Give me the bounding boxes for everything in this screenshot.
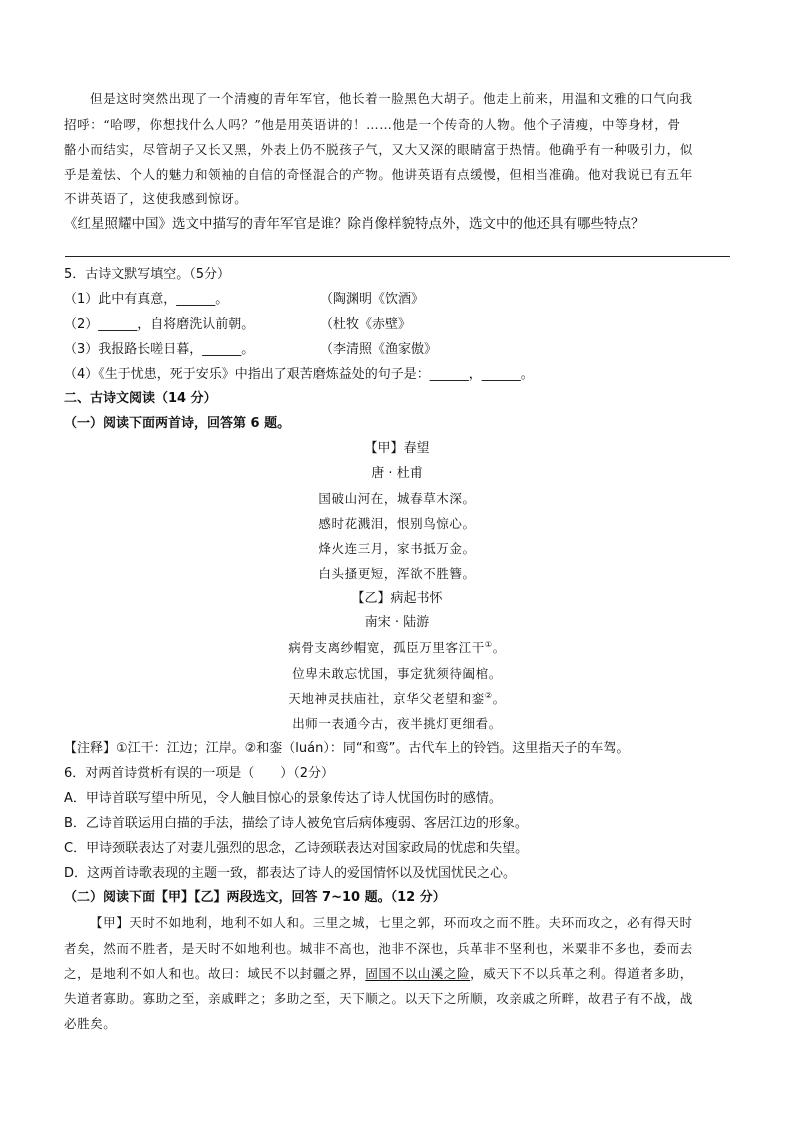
q5-item-2-source: （杜牧《赤壁》	[320, 317, 412, 332]
poem1-line-1: 国破山河在，城春草木深。	[318, 491, 476, 506]
poem2-line-1	[0, 638, 794, 658]
poem2-author: 南宋 · 陆游	[364, 615, 430, 630]
poem2-line-3-end: 。	[492, 691, 506, 706]
passage2-line-3-pre: 之，是地利不如人和也。故曰：域民不以封疆之界，	[64, 966, 366, 981]
underlined-sentence: 固国不以山溪之险	[365, 966, 471, 981]
q5-item-4: （4）《生于忧患，死于安乐》中指出了艰苦磨炼益处的句子是：______，______。	[64, 367, 534, 382]
q6-option-c: C．甲诗颈联表达了对妻儿强烈的思念，乙诗颈联表达对国家政局的忧虑和失望。	[64, 841, 529, 856]
poem1-title: 【甲】春望	[364, 441, 430, 456]
poem2-line-4: 出师一表通今古，夜半挑灯更细看。	[292, 716, 502, 731]
q5-item-3: （3）我报路长嗟日暮，______。	[64, 342, 255, 357]
passage1-line-2: 招呼：“哈啰，你想找什么人吗？”他是用英语讲的！……他是一个传奇的人物。他个子清瘦，中等身材，骨	[64, 117, 681, 132]
section2-title: 二、古诗文阅读（14 分）	[64, 391, 217, 406]
answer-line	[65, 256, 730, 257]
poem2-title: 【乙】病起书怀	[351, 591, 443, 606]
poem1-line-2: 感时花溅泪，恨别鸟惊心。	[318, 516, 476, 531]
q6-stem: 6．对两首诗赏析有误的一项是（ ）（2分）	[64, 766, 335, 781]
passage2-line-5: 必胜矣。	[64, 1016, 117, 1031]
section2-sub1: （一）阅读下面两首诗，回答第 6 题。	[64, 416, 291, 431]
poem1-author: 唐 · 杜甫	[371, 466, 423, 481]
q5-item-1-source: （陶渊明《饮酒》	[320, 292, 425, 307]
q6-option-a: A．甲诗首联写望中所见，令人触目惊心的景象传达了诗人忧国伤时的感情。	[64, 791, 502, 806]
passage2-line-4: 失道者寡助。寡助之至，亲戚畔之；多助之至，天下顺之。以天下之所顺，攻亲戚之所畔，故君子有不战，战	[64, 991, 693, 1006]
section2-sub2: （二）阅读下面【甲】【乙】两段选文，回答 7~10 题。（12 分）	[64, 890, 446, 905]
q5-item-2: （2）______，自将磨洗认前朝。	[64, 317, 255, 332]
poem2-line-1-text: 病骨支离纱帽宽，孤臣万里客江干	[288, 640, 485, 655]
footnote-marker-1: ①	[484, 639, 493, 649]
passage2-line-3	[64, 964, 693, 984]
q6-option-b: B．乙诗首联运用白描的手法，描绘了诗人被免官后病体瘦弱、客居江边的形象。	[64, 816, 528, 831]
annotation: 【注释】①江干：江边；江岸。②和銮（luán）：同“和鸾”。古代车上的铃铛。这里指天子的车驾。	[64, 741, 630, 756]
passage1-line-5: 不讲英语了，这使我感到惊讶。	[64, 191, 248, 206]
poem1-line-4: 白头搔更短，浑欲不胜簪。	[318, 566, 476, 581]
footnote-marker-2: ②	[484, 690, 493, 700]
passage2-line-3-post: ，威天下不以兵革之利。得道者多助，	[470, 966, 693, 981]
passage1-line-4: 乎是羞怯、个人的魅力和领袖的自信的奇怪混合的产物。他讲英语有点缓慢，但相当准确。他对我说已有五年	[64, 167, 693, 182]
passage1-line-3: 骼小而结实，尽管胡子又长又黑，外表上仍不脱孩子气，又大又深的眼睛富于热情。他确乎有一种吸引力，似	[64, 142, 693, 157]
poem2-line-2: 位卑未敢忘忧国，事定犹须待阖棺。	[292, 666, 502, 681]
passage1-question: 《红星照耀中国》选文中描写的青年军官是谁？除肖像样貌特点外，选文中的他还具有哪些特点？	[64, 216, 645, 232]
q5-item-1: （1）此中有真意，______。	[64, 292, 229, 307]
passage2-line-1: 【甲】天时不如地利，地利不如人和。三里之城，七里之郭，环而攻之而不胜。夫环而攻之，必有得天时	[90, 915, 693, 930]
q5-item-3-source: （李清照《渔家傲》	[320, 342, 438, 357]
passage1-line-1: 但是这时突然出现了一个清瘦的青年军官，他长着一脸黑色大胡子。他走上前来，用温和文雅的口气向我	[90, 91, 693, 106]
poem1-line-3: 烽火连三月，家书抵万金。	[318, 541, 476, 556]
passage2-line-2: 者矣，然而不胜者，是天时不如地利也。城非不高也，池非不深也，兵革非不坚利也，米粟非不多也，委而去	[64, 941, 693, 956]
poem2-line-3-text: 天地神灵扶庙社，京华父老望和銮	[288, 691, 485, 706]
poem2-line-3	[0, 689, 794, 709]
q6-option-d: D．这两首诗歌表现的主题一致，都表达了诗人的爱国情怀以及忧国忧民之心。	[64, 866, 517, 881]
poem2-line-1-end: 。	[492, 640, 506, 655]
q5-title: 5．古诗文默写填空。（5分）	[64, 267, 231, 282]
